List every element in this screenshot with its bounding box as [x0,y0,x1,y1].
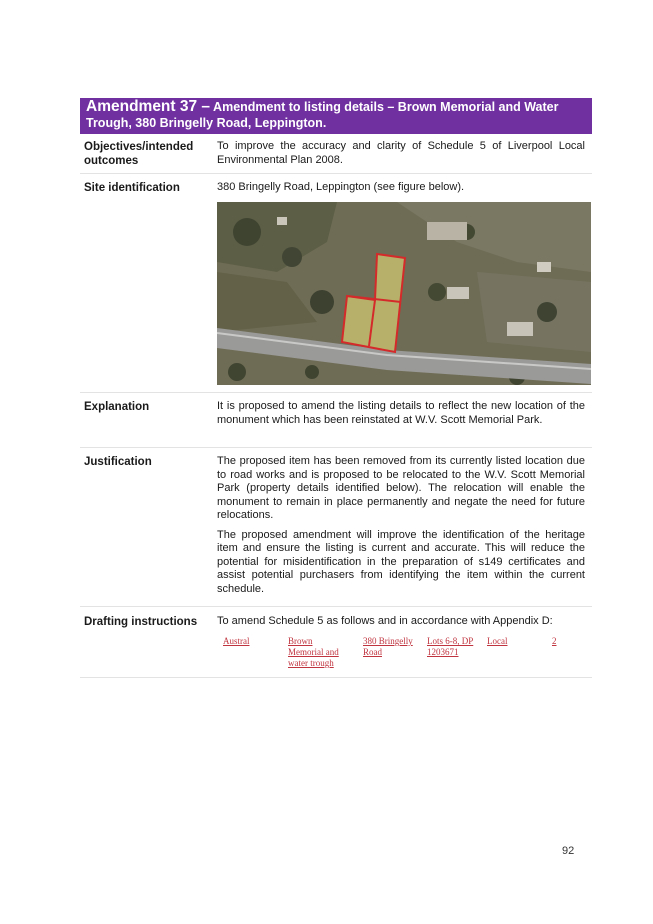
aerial-map-image [217,202,591,385]
explanation-text: It is proposed to amend the listing details to reflect the new location of the monument which has been reinstated at W.V. Scott Memorial Park. [217,400,585,426]
objectives-label-line1: Objectives/intended [84,141,194,153]
aerial-map [217,202,591,385]
amendment-title-rest: Amendment to listing details – Brown Memorial and Water [210,100,559,114]
schedule-property-line2: 1203671 [427,647,459,657]
amendment-header [80,98,592,134]
page-number: 92 [562,845,575,857]
site-label: Site identification [84,182,180,194]
drafting-label: Drafting instructions [84,616,198,628]
schedule-suburb: Austral [223,636,250,646]
explanation-label: Explanation [84,401,150,413]
drafting-text: To amend Schedule 5 as follows and in accordance with Appendix D: [217,615,553,627]
row-site-identification [80,174,592,393]
amendment-title-main: Amendment 37 – [86,98,211,115]
row-drafting-instructions [80,607,592,678]
objectives-label [84,140,193,168]
schedule-item-line2: Memorial and [288,647,339,657]
schedule-significance: Local [487,636,508,646]
justification-para-1: The proposed item has been removed from its currently listed location due to road works and is proposed to be relocated to the W.V. Scott Memorial Park (property details identified below). The relocation will enable the monument to remain in place permanently and negate the need for future relocations. [217,455,585,521]
row-explanation [80,393,592,448]
row-justification [80,448,592,607]
schedule-address-line1: 380 Bringelly [363,636,413,646]
site-text: 380 Bringelly Road, Leppington (see figure below). [217,181,465,193]
schedule-item-line3: water trough [288,658,334,668]
amendment-title-line2: Trough, 380 Bringelly Road, Leppington. [86,116,327,130]
justification-text [217,455,585,602]
justification-label: Justification [84,456,152,468]
schedule-property-line1: Lots 6-8, DP [427,636,474,646]
objectives-text: To improve the accuracy and clarity of Schedule 5 of Liverpool Local Environmental Plan 2008. [217,140,585,166]
schedule-address-line2: Road [363,647,382,657]
schedule-item-line1: Brown [288,636,313,646]
objectives-label-line2: outcomes [84,155,139,167]
justification-para-2: The proposed amendment will improve the identification of the heritage item and ensure the listing is current and accurate. This will reduce the potential for misidentification in the preparation of s149 certificates and assist potential purchasers from identifying the item within the current schedule. [217,528,585,595]
row-objectives [80,134,592,174]
schedule-item-number: 2 [552,636,557,646]
